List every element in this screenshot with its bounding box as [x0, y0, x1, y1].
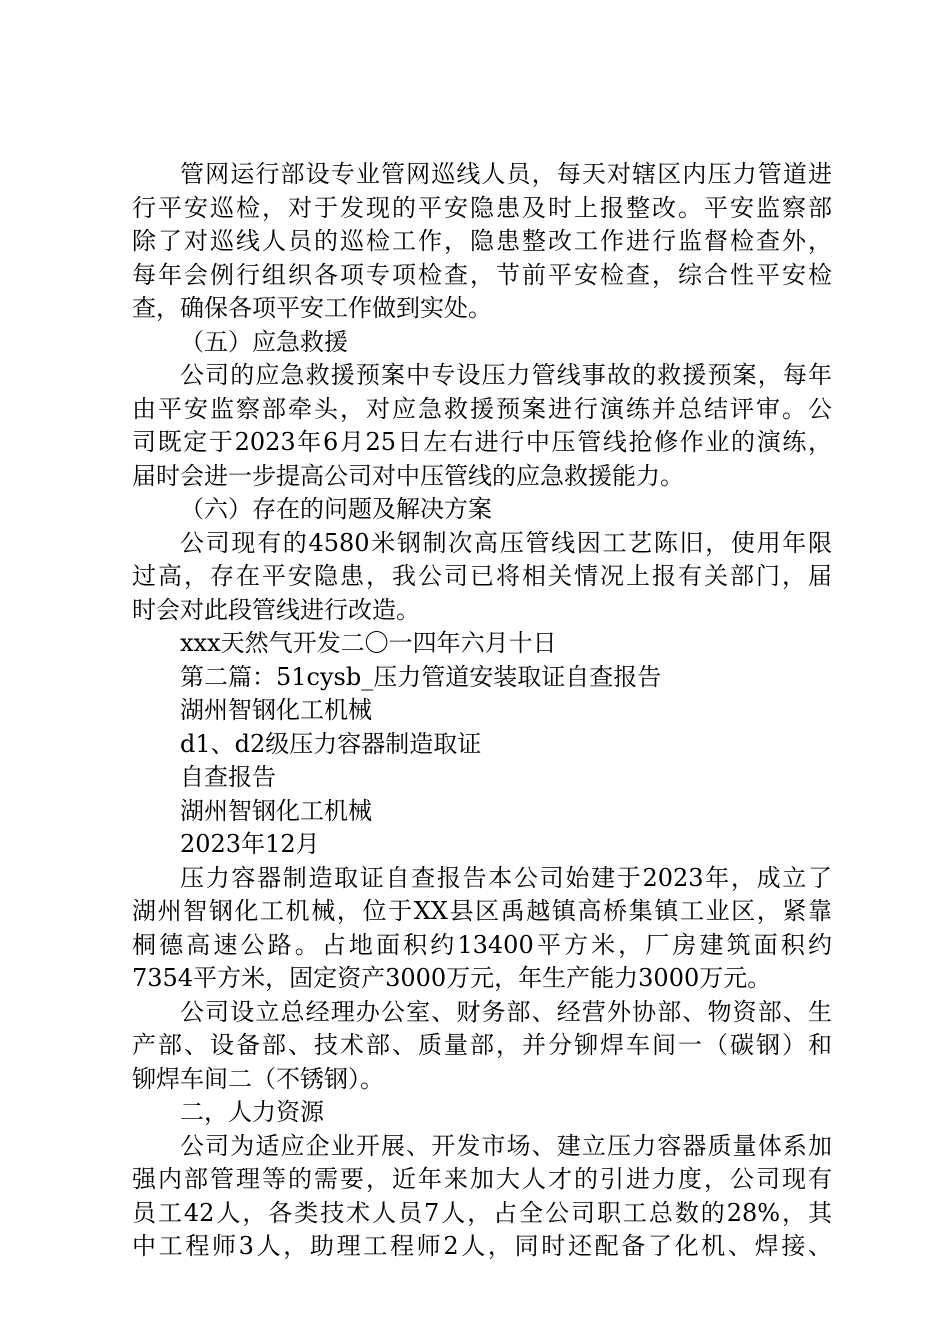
paragraph-line: 员工42人，各类技术人员7人，占全公司职工总数的28%，其 — [132, 1198, 832, 1227]
paragraph-line: 桐德高速公路。占地面积约13400平方米，厂房建筑面积约 — [132, 930, 832, 959]
company-name: 湖州智钢化工机械 — [180, 796, 372, 825]
paragraph-line: 除了对巡线人员的巡检工作，隐患整改工作进行监督检查外， — [132, 227, 832, 255]
paragraph-line: 管网运行部设专业管网巡线人员，每天对辖区内压力管道进 — [180, 160, 832, 188]
paragraph-line: 司既定于2023年6月25日左右进行中压管线抢修作业的演练， — [132, 428, 832, 456]
paragraph-line: 产部、设备部、技术部、质量部，并分铆焊车间一（碳钢）和 — [132, 1031, 832, 1059]
paragraph-line: 过高，存在平安隐患，我公司已将相关情况上报有关部门，届 — [132, 562, 832, 590]
paragraph-line: 湖州智钢化工机械，位于XX县区禹越镇高桥集镇工业区，紧靠 — [132, 897, 832, 925]
section-heading: （六）存在的问题及解决方案 — [180, 495, 492, 523]
paragraph-line: 压力容器制造取证自查报告本公司始建于2023年，成立了 — [180, 863, 832, 892]
report-title: 自查报告 — [180, 763, 276, 791]
paragraph-line: 铆焊车间二（不锈钢）。 — [132, 1064, 384, 1093]
report-subject: d1、d2级压力容器制造取证 — [180, 729, 482, 758]
signature-line: xxx天然气开发二〇一四年六月十日 — [180, 629, 557, 657]
paragraph-line: 时会对此段管线进行改造。 — [132, 595, 420, 624]
paragraph-line: 公司现有的4580米钢制次高压管线因工艺陈旧，使用年限 — [180, 528, 832, 557]
section-heading: （五）应急救援 — [180, 327, 348, 356]
article-title: 第二篇：51cysb_压力管道安装取证自查报告 — [180, 662, 662, 691]
document-body — [132, 158, 832, 1264]
paragraph-line: 届时会进一步提高公司对中压管线的应急救援能力。 — [132, 461, 684, 490]
paragraph-line: 每年会例行组织各项专项检查，节前平安检查，综合性平安检 — [132, 260, 832, 289]
paragraph-line: 公司设立总经理办公室、财务部、经营外协部、物资部、生 — [180, 997, 832, 1026]
paragraph-line: 7354平方米，固定资产3000万元，年生产能力3000万元。 — [132, 964, 772, 992]
paragraph-line: 公司为适应企业开展、开发市场、建立压力容器质量体系加 — [180, 1131, 832, 1160]
paragraph-line: 公司的应急救援预案中专设压力管线事故的救援预案，每年 — [180, 361, 832, 389]
section-heading: 二，人力资源 — [180, 1098, 324, 1126]
paragraph-line: 强内部管理等的需要，近年来加大人才的引进力度，公司现有 — [132, 1165, 832, 1193]
paragraph-line: 中工程师3人，助理工程师2人，同时还配备了化机、焊接、 — [132, 1232, 832, 1260]
paragraph-line: 行平安巡检，对于发现的平安隐患及时上报整改。平安监察部 — [132, 193, 832, 222]
paragraph-line: 查，确保各项平安工作做到实处。 — [132, 294, 492, 322]
report-date: 2023年12月 — [180, 830, 320, 858]
paragraph-line: 由平安监察部牵头，对应急救援预案进行演练并总结评审。公 — [132, 394, 832, 423]
company-name: 湖州智钢化工机械 — [180, 696, 372, 724]
